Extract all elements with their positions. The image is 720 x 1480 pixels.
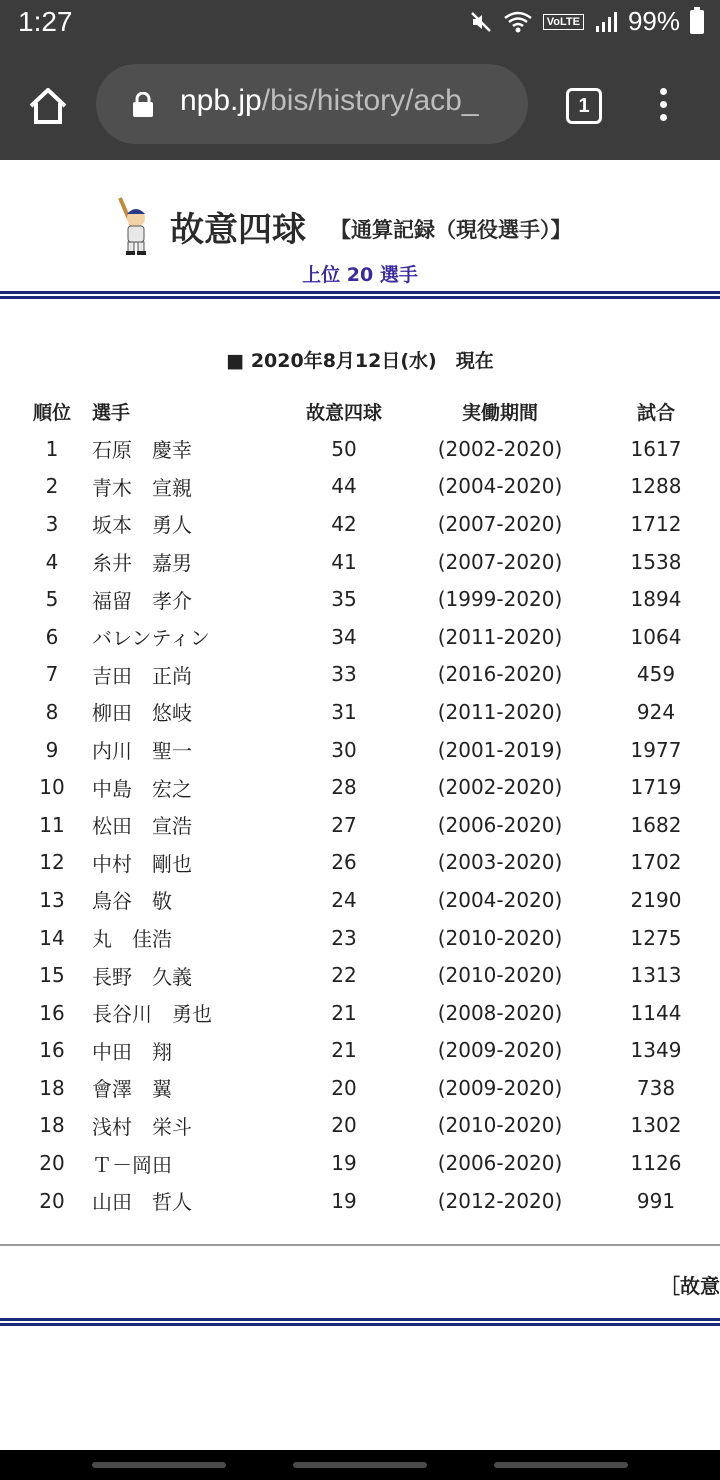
table-row <box>22 618 708 656</box>
ibb-cell: 24 <box>331 887 357 912</box>
ibb-cell: 26 <box>331 850 357 875</box>
ibb-cell: 41 <box>331 549 357 574</box>
wifi-icon <box>503 10 533 34</box>
system-nav-bar <box>0 1450 720 1480</box>
player-cell: 長野 久義 <box>92 964 192 989</box>
period-cell: (2016-2020) <box>437 662 563 687</box>
period-cell: (2003-2020) <box>437 850 563 875</box>
volte-icon: VoLTE <box>543 14 584 30</box>
mascot-icon <box>114 196 154 256</box>
table-row <box>22 881 708 919</box>
ranking-table <box>22 392 708 1219</box>
ibb-cell: 28 <box>331 775 357 800</box>
rank-cell: 11 <box>39 812 65 837</box>
player-cell: 吉田 正尚 <box>92 663 192 688</box>
games-cell: 1538 <box>630 549 682 574</box>
table-row <box>22 806 708 844</box>
footer-rule-bottom <box>0 1323 720 1326</box>
battery-icon <box>690 10 704 34</box>
tabs-icon[interactable]: 1 <box>566 88 602 124</box>
period-cell: (2012-2020) <box>437 1188 563 1213</box>
table-row <box>22 731 708 769</box>
period-cell: (2002-2020) <box>437 436 563 461</box>
browser-toolbar <box>0 48 720 160</box>
ibb-cell: 19 <box>331 1151 357 1176</box>
period-cell: (2009-2020) <box>437 1075 563 1100</box>
status-bar <box>0 0 720 48</box>
page-content <box>0 160 720 1450</box>
nav-home-handle[interactable] <box>293 1462 427 1468</box>
page-header <box>0 190 720 290</box>
ibb-cell: 23 <box>331 925 357 950</box>
period-cell: (2006-2020) <box>437 1151 563 1176</box>
games-cell: 1275 <box>630 925 682 950</box>
ibb-cell: 35 <box>331 587 357 612</box>
games-cell: 991 <box>636 1188 676 1213</box>
rank-cell: 13 <box>39 887 65 912</box>
player-cell: 中田 翔 <box>92 1039 172 1064</box>
header-rule-bottom <box>0 296 720 299</box>
period-cell: (2009-2020) <box>437 1038 563 1063</box>
ibb-cell: 22 <box>331 963 357 988</box>
ibb-cell: 42 <box>331 511 357 536</box>
rank-cell: 14 <box>39 925 65 950</box>
table-row <box>22 543 708 581</box>
games-cell: 1288 <box>630 474 682 499</box>
mute-icon <box>469 10 493 34</box>
table-row <box>22 956 708 994</box>
player-cell: 鳥谷 敬 <box>92 889 172 914</box>
games-cell: 1144 <box>630 1000 682 1025</box>
page-title: 故意四球 <box>170 210 306 250</box>
period-cell: (2011-2020) <box>437 699 563 724</box>
ibb-cell: 44 <box>331 474 357 499</box>
rank-cell: 12 <box>39 850 65 875</box>
ibb-cell: 34 <box>331 624 357 649</box>
table-row <box>22 1069 708 1107</box>
player-cell: バレンティン <box>92 626 210 651</box>
table-row <box>22 1032 708 1070</box>
table-row <box>22 580 708 618</box>
rank-cell: 7 <box>45 662 59 687</box>
player-cell: 柳田 悠岐 <box>92 701 192 726</box>
table-row <box>22 1182 708 1220</box>
rank-cell: 20 <box>39 1188 65 1213</box>
player-cell: 内川 聖一 <box>92 739 192 764</box>
games-cell: 1349 <box>630 1038 682 1063</box>
header-period: 実働期間 <box>461 401 538 424</box>
signal-icon <box>594 10 618 34</box>
rank-cell: 16 <box>39 1038 65 1063</box>
home-icon[interactable] <box>26 84 70 128</box>
period-cell: (2004-2020) <box>437 474 563 499</box>
ibb-cell: 27 <box>331 812 357 837</box>
footer-link[interactable]: ［故意 <box>660 1274 720 1298</box>
period-cell: (2010-2020) <box>437 1113 563 1138</box>
url-path: /bis/history/acb_ <box>261 84 479 117</box>
table-row <box>22 844 708 882</box>
ibb-cell: 19 <box>331 1188 357 1213</box>
table-row <box>22 919 708 957</box>
header-games: 試合 <box>636 401 675 424</box>
period-cell: (2001-2019) <box>437 737 563 762</box>
period-cell: (2010-2020) <box>437 925 563 950</box>
table-row <box>22 468 708 506</box>
games-cell: 2190 <box>630 887 682 912</box>
player-cell: 松田 宣浩 <box>92 814 192 839</box>
top-n-label: 上位 20 選手 <box>302 264 418 286</box>
games-cell: 1313 <box>630 963 682 988</box>
player-cell: 坂本 勇人 <box>92 513 192 538</box>
url-host: npb.jp <box>180 84 262 117</box>
games-cell: 1894 <box>630 587 682 612</box>
ibb-cell: 33 <box>331 662 357 687</box>
table-row <box>22 656 708 694</box>
games-cell: 1302 <box>630 1113 682 1138</box>
nav-recents-handle[interactable] <box>494 1462 628 1468</box>
games-cell: 1682 <box>630 812 682 837</box>
period-cell: (2006-2020) <box>437 812 563 837</box>
header-ibb: 故意四球 <box>305 401 382 424</box>
player-cell: 丸 佳浩 <box>92 927 172 952</box>
table-bottom-rule <box>0 1244 720 1246</box>
battery-percent: 99% <box>627 6 680 36</box>
period-cell: (2007-2020) <box>437 511 563 536</box>
header-player: 選手 <box>92 401 131 424</box>
table-row <box>22 430 708 468</box>
period-cell: (2004-2020) <box>437 887 563 912</box>
ibb-cell: 20 <box>331 1075 357 1100</box>
table-row <box>22 1144 708 1182</box>
ibb-cell: 50 <box>331 436 357 461</box>
games-cell: 1977 <box>630 737 682 762</box>
rank-cell: 3 <box>45 511 59 536</box>
table-header-row <box>22 392 708 430</box>
url-text <box>180 84 479 118</box>
player-cell: 浅村 栄斗 <box>92 1114 192 1139</box>
games-cell: 1617 <box>630 436 682 461</box>
ibb-cell: 31 <box>331 699 357 724</box>
footer-rule-top <box>0 1318 720 1321</box>
player-cell: 石原 慶幸 <box>92 438 192 463</box>
table-row <box>22 693 708 731</box>
games-cell: 1712 <box>630 511 682 536</box>
period-cell: (2002-2020) <box>437 775 563 800</box>
ibb-cell: 30 <box>331 737 357 762</box>
games-cell: 1702 <box>630 850 682 875</box>
games-cell: 459 <box>636 662 676 687</box>
header-rule-top <box>0 291 720 294</box>
page-subtitle: 【通算記録（現役選手）】 <box>330 218 572 242</box>
as-of-date: ■ 2020年8月12日(水) 現在 <box>226 350 494 372</box>
games-cell: 924 <box>636 699 676 724</box>
header-rank: 順位 <box>32 401 71 424</box>
status-time: 1:27 <box>18 6 73 37</box>
player-cell: 長谷川 勇也 <box>92 1002 212 1027</box>
table-row <box>22 994 708 1032</box>
period-cell: (2008-2020) <box>437 1000 563 1025</box>
menu-icon[interactable] <box>656 88 670 128</box>
rank-cell: 16 <box>39 1000 65 1025</box>
period-cell: (1999-2020) <box>437 587 563 612</box>
address-bar[interactable] <box>96 64 528 144</box>
period-cell: (2007-2020) <box>437 549 563 574</box>
rank-cell: 18 <box>39 1113 65 1138</box>
player-cell: Ｔ－岡田 <box>92 1152 172 1177</box>
player-cell: 青木 宣親 <box>92 475 192 500</box>
nav-back-handle[interactable] <box>92 1462 226 1468</box>
player-cell: 糸井 嘉男 <box>92 551 192 576</box>
table-row <box>22 505 708 543</box>
rank-cell: 6 <box>45 624 59 649</box>
ibb-cell: 20 <box>331 1113 357 1138</box>
player-cell: 中島 宏之 <box>92 776 192 801</box>
rank-cell: 5 <box>45 587 59 612</box>
period-cell: (2010-2020) <box>437 963 563 988</box>
table-row <box>22 1107 708 1145</box>
player-cell: 中村 剛也 <box>92 851 192 876</box>
period-cell: (2011-2020) <box>437 624 563 649</box>
games-cell: 738 <box>636 1075 676 1100</box>
rank-cell: 15 <box>39 963 65 988</box>
rank-cell: 4 <box>45 549 59 574</box>
rank-cell: 8 <box>45 699 59 724</box>
rank-cell: 20 <box>39 1151 65 1176</box>
player-cell: 會澤 翼 <box>92 1077 172 1102</box>
player-cell: 福留 孝介 <box>92 588 192 613</box>
games-cell: 1126 <box>630 1151 682 1176</box>
games-cell: 1719 <box>630 775 682 800</box>
games-cell: 1064 <box>630 624 682 649</box>
rank-cell: 10 <box>39 775 65 800</box>
ibb-cell: 21 <box>331 1000 357 1025</box>
rank-cell: 2 <box>45 474 59 499</box>
ibb-cell: 21 <box>331 1038 357 1063</box>
rank-cell: 1 <box>45 436 59 461</box>
table-row <box>22 768 708 806</box>
status-icons <box>469 6 704 37</box>
lock-icon <box>132 92 154 118</box>
rank-cell: 9 <box>45 737 59 762</box>
player-cell: 山田 哲人 <box>92 1190 192 1215</box>
rank-cell: 18 <box>39 1075 65 1100</box>
